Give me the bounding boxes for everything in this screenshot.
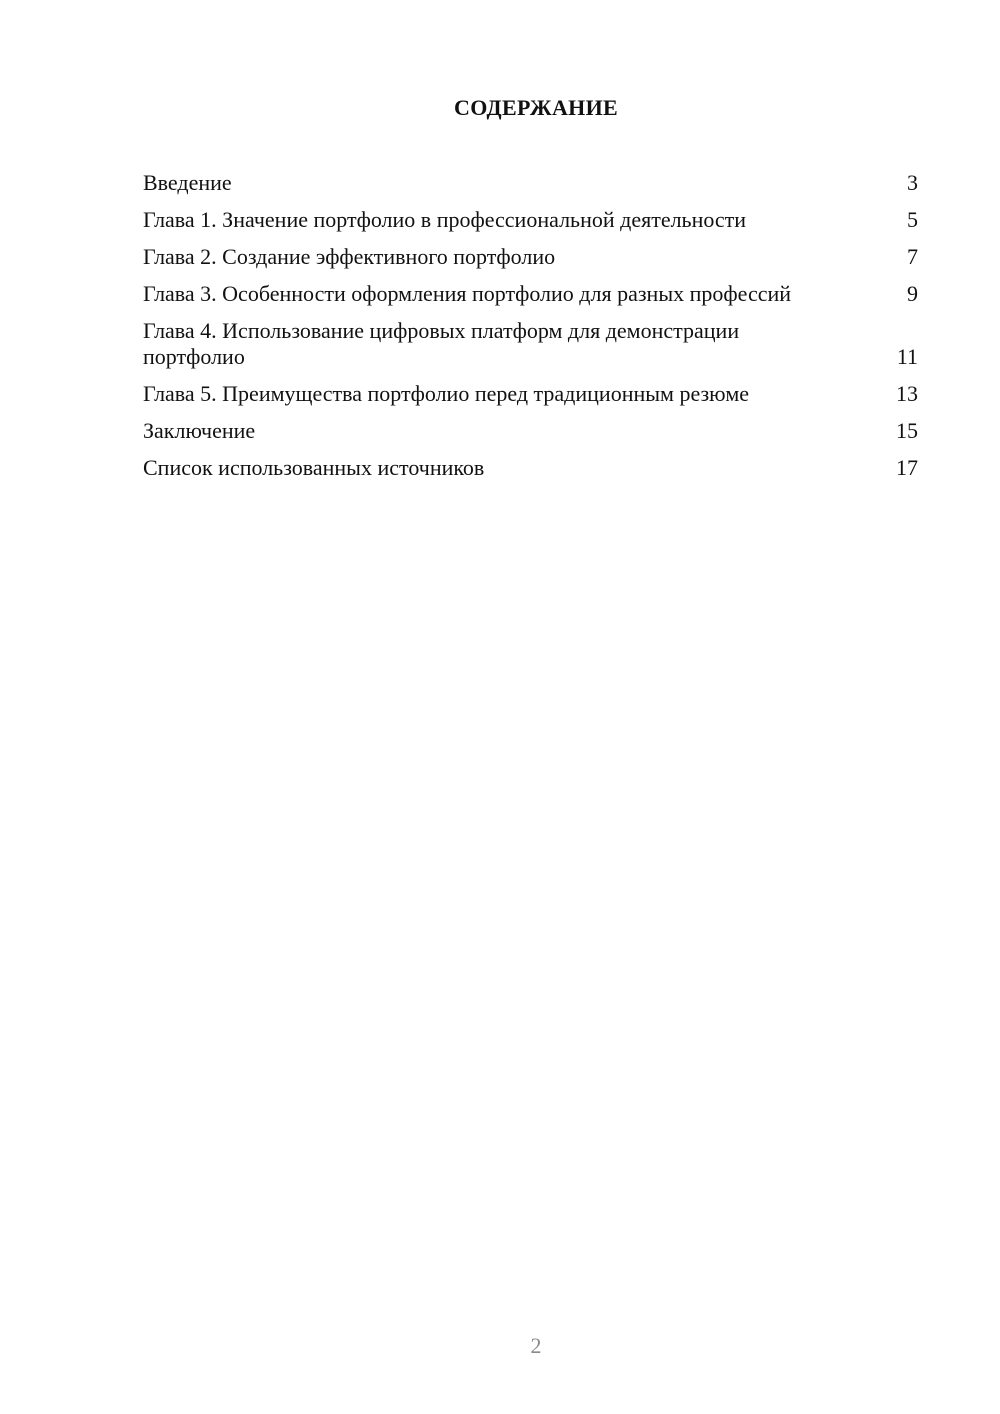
toc-item-page: 7 (907, 244, 918, 269)
toc-item-conclusion[interactable] (143, 418, 918, 444)
toc-item-page: 9 (907, 281, 918, 306)
toc-item-page: 13 (896, 381, 918, 406)
toc-item-title: Глава 1. Значение портфолио в профессиональной деятельности (143, 207, 747, 232)
toc-item-page: 5 (907, 207, 918, 232)
toc-item-page: 15 (896, 418, 918, 443)
toc-item-chapter-4[interactable] (143, 318, 918, 370)
toc-item-title: Список использованных источников (143, 455, 485, 480)
toc-item-chapter-3[interactable] (143, 281, 918, 307)
toc-item-title: Заключение (143, 418, 256, 443)
toc-item-title: Глава 2. Создание эффективного портфолио (143, 244, 556, 269)
toc-item-references[interactable] (143, 455, 918, 481)
page-number: 2 (530, 1333, 542, 1358)
toc-item-chapter-5[interactable] (143, 381, 918, 407)
toc-item-page: 17 (896, 455, 918, 480)
toc-item-title: Глава 5. Преимущества портфолио перед традиционным резюме (143, 381, 749, 406)
toc-item-chapter-2[interactable] (143, 244, 918, 270)
page-title: СОДЕРЖАНИЕ (454, 95, 618, 120)
toc-item-chapter-1[interactable] (143, 207, 918, 233)
toc-item-page: 3 (907, 170, 918, 195)
toc-item-introduction[interactable] (143, 170, 918, 196)
toc-item-page: 11 (896, 344, 918, 369)
table-of-contents (143, 170, 918, 492)
toc-item-title: Введение (143, 170, 232, 195)
toc-item-title: Глава 4. Использование цифровых платформ для демонстрации портфолио (143, 318, 740, 369)
toc-item-title: Глава 3. Особенности оформления портфолио для разных профессий (143, 281, 792, 306)
